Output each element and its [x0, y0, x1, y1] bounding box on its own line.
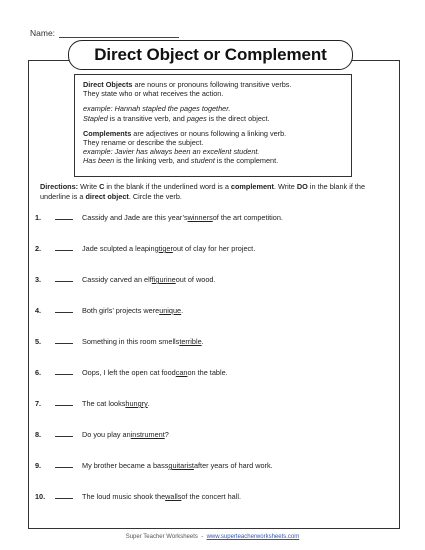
question-number: 2.: [35, 244, 42, 253]
question-number: 3.: [35, 275, 42, 284]
question-text-end: on the table.: [187, 368, 228, 377]
directions-do: DO: [296, 182, 308, 191]
question-4: [35, 306, 183, 315]
question-text-end: .: [181, 306, 184, 315]
directions-t2: in the blank if the underlined word is a: [104, 182, 231, 191]
question-1: [35, 213, 283, 222]
question-text-end: after years of hard work.: [193, 461, 273, 470]
do-text: are nouns or pronouns following transitive verbs.: [132, 80, 292, 89]
question-text: Jade sculpted a leaping: [82, 244, 159, 253]
question-text: Cassidy carved an elf: [82, 275, 152, 284]
footer: [0, 534, 425, 540]
question-number: 9.: [35, 461, 42, 470]
question-text-end: of the concert hall.: [181, 492, 242, 501]
directions-c: C: [99, 182, 105, 191]
question-2: [35, 244, 255, 253]
directions-t4: in the blank if the underline is a: [40, 182, 366, 201]
page-title: Direct Object or Complement: [94, 45, 327, 64]
footer-link[interactable]: www.superteacherworksheets.com: [206, 534, 300, 540]
do-explain: [83, 114, 343, 123]
question-6: [35, 368, 228, 377]
underlined-word: winners: [187, 213, 213, 222]
question-text: Do you play an: [82, 430, 131, 439]
name-label: Name:: [30, 28, 56, 38]
do-term: Direct Objects: [83, 80, 133, 89]
c-line2: They rename or describe the subject.: [83, 138, 204, 148]
question-text-end: out of wood.: [175, 275, 216, 284]
question-number: 10.: [35, 492, 46, 501]
question-number: 7.: [35, 399, 42, 408]
directions-complement: complement: [230, 182, 274, 191]
underlined-word: terrible: [179, 337, 202, 346]
directions: [40, 182, 392, 202]
question-text: My brother became a bass: [82, 461, 169, 470]
question-7: [35, 399, 150, 408]
title-box: [68, 40, 353, 70]
underlined-word: guitarist: [168, 461, 194, 470]
directions-t5: . Circle the verb.: [128, 191, 182, 201]
question-number: 4.: [35, 306, 42, 315]
do-example: example: Hannah stapled the pages together.: [83, 104, 231, 114]
underlined-word: figurine: [151, 275, 176, 284]
underlined-word: walls: [165, 492, 182, 501]
answer-blank[interactable]: [55, 337, 73, 344]
answer-blank[interactable]: [55, 430, 73, 437]
question-text: Both girls’ projects were: [82, 306, 160, 315]
question-number: 5.: [35, 337, 42, 346]
question-9: [35, 461, 273, 470]
question-text: The loud music shook the: [82, 492, 166, 501]
answer-blank[interactable]: [55, 244, 73, 251]
c-explain-verb: Has been: [83, 156, 115, 166]
directions-label: Directions:: [40, 182, 79, 191]
question-text: Oops, I left the open cat food: [82, 368, 176, 377]
c-text: are adjectives or nouns following a linking verb.: [131, 128, 287, 138]
c-explain-end: is the complement.: [214, 156, 279, 166]
underlined-word: unique: [159, 306, 182, 315]
do-line2: They state who or what receives the action.: [83, 89, 224, 99]
question-number: 8.: [35, 430, 42, 439]
do-explain-end: is the direct object.: [206, 113, 270, 123]
answer-blank[interactable]: [55, 275, 73, 282]
question-text: Something in this room smells: [82, 337, 180, 346]
question-text-end: ?: [164, 430, 169, 439]
question-8: [35, 430, 169, 439]
do-explain-obj: pages: [186, 113, 207, 123]
answer-blank[interactable]: [55, 399, 73, 406]
do-explain-mid: is a transitive verb, and: [107, 113, 187, 123]
name-row: [30, 28, 179, 38]
answer-blank[interactable]: [55, 461, 73, 468]
directions-direct-object: direct object: [85, 191, 129, 201]
question-text-end: .: [147, 399, 150, 408]
do-definition: [83, 80, 343, 89]
footer-site-name: Super Teacher Worksheets: [125, 534, 198, 540]
directions-t1: Write: [78, 182, 100, 191]
question-number: 1.: [35, 213, 42, 222]
do-explain-verb: Stapled: [83, 113, 108, 123]
c-explain-mid: is the linking verb, and: [114, 156, 191, 166]
c-term: Complements: [83, 128, 132, 138]
answer-blank[interactable]: [55, 213, 73, 220]
question-10: [35, 492, 241, 501]
question-text-end: of the art competition.: [212, 213, 283, 222]
c-explain: [83, 156, 343, 165]
footer-separator: -: [201, 534, 204, 540]
question-text: The cat looks: [82, 399, 126, 408]
underlined-word: can: [175, 368, 188, 377]
answer-blank[interactable]: [55, 306, 73, 313]
c-example: example: Javier has always been an excellent student.: [83, 147, 260, 157]
underlined-word: tiger: [158, 244, 173, 253]
question-number: 6.: [35, 368, 42, 377]
definition-box: [74, 74, 352, 177]
c-explain-obj: student: [190, 156, 215, 166]
question-text-end: .: [201, 337, 204, 346]
answer-blank[interactable]: [55, 492, 73, 499]
c-definition: [83, 129, 343, 138]
question-3: [35, 275, 215, 284]
question-5: [35, 337, 204, 346]
question-text-end: out of clay for her project.: [172, 244, 256, 253]
underlined-word: instrument: [130, 430, 165, 439]
answer-blank[interactable]: [55, 368, 73, 375]
name-field[interactable]: [59, 29, 179, 38]
underlined-word: hungry: [125, 399, 148, 408]
question-text: Cassidy and Jade are this year’s: [82, 213, 188, 222]
directions-t3: . Write: [273, 182, 297, 191]
